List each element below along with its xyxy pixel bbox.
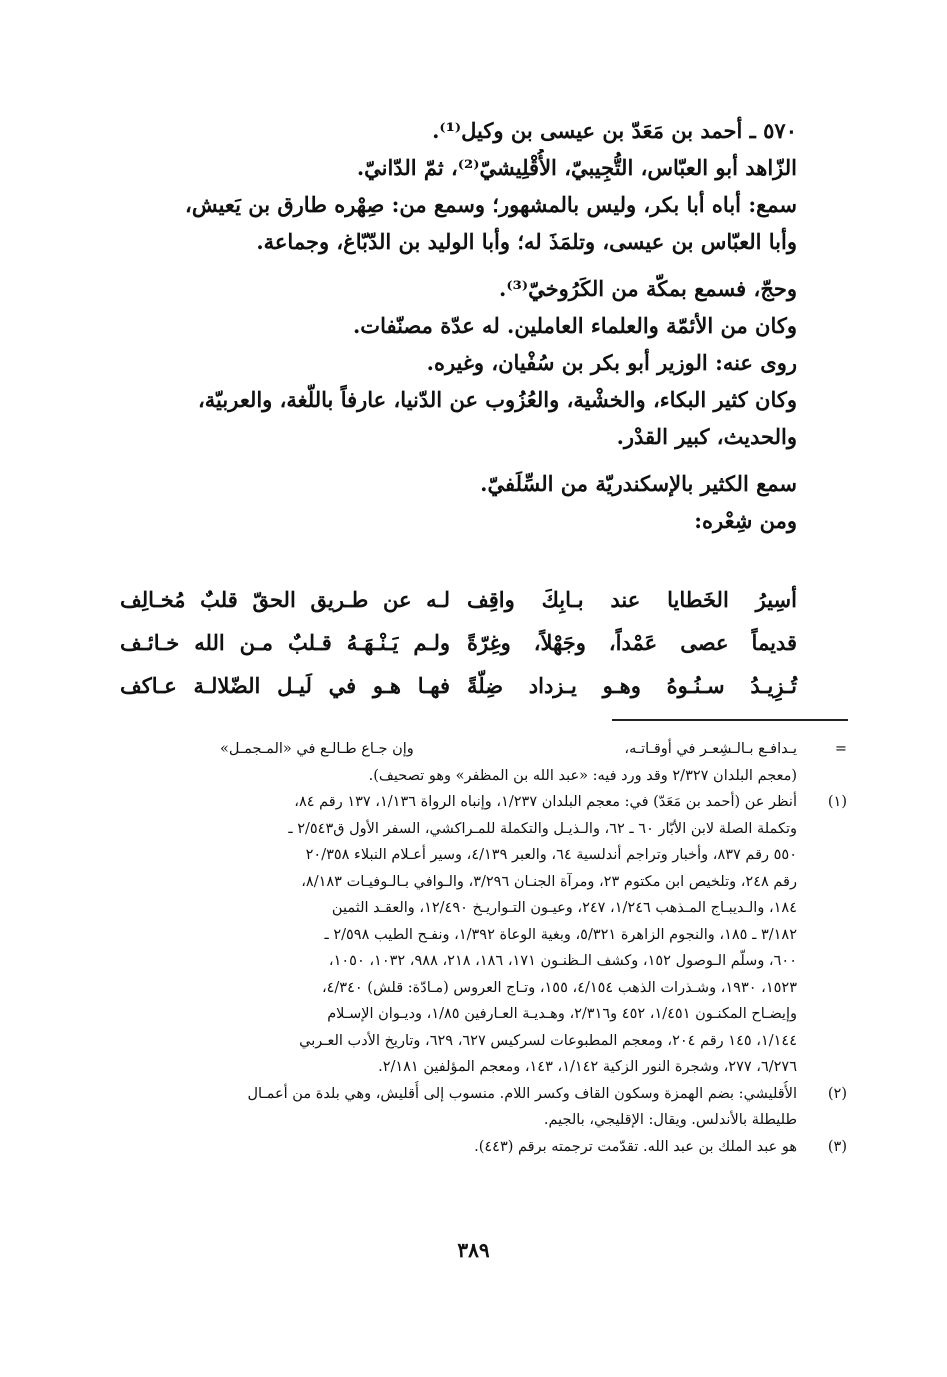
footnote-line: (معجم البلدان ٢/٣٢٧ وقد ورد فيه: «عبد الله بن المظفر» وهو تصحيف). <box>368 767 797 784</box>
verse-first-hemistich: قديماً عصى عَمْداً، وجَهْلاً، وغِرّةً <box>467 630 797 655</box>
text-line: وكان من الأئمّة والعلماء العاملين. له عدّة مصنّفات. <box>352 313 797 338</box>
footnote-line: ١/١٤٤، ١٤٥ رقم ٢٠٤، ومعجم المطبوعات لسركيس ٦٢٧، ٦٢٩، وتاريخ الأدب العـربي <box>299 1032 797 1049</box>
footnote-line: ١٨٤، والـديبـاج المـذهب ١/٢٤٦، ٢٤٧، وعيـون التـواريـخ ١٢/٤٩٠، والعقـد الثمين <box>331 900 797 916</box>
footnote-line: رقم ٢٤٨، وتلخيص ابن مكتوم ٢٣، ومرآة الجنـان ٣/٢٩٦، والـوافي بـالـوفيـات ٨/١٨٣، <box>301 873 797 890</box>
footnote-line: وتكملة الصلة لابن الأبّار ٦٠ ـ ٦٢، والـذيـل والتكملة للمـراكشي، السفر الأول ق٢/٥٤٣ ـ <box>288 820 797 837</box>
footnote-line: أنظر عن (أحمد بن مَعَدّ) في: معجم البلدان ١/٢٣٧، وإنباه الرواة ١/١٣٦، ١٣٧ رقم ٨٤، <box>294 794 797 810</box>
footnote-line: هو عبد الملك بن عبد الله. تقدّمت ترجمته برقم (٤٤٣). <box>474 1138 797 1155</box>
footnote-line: ٥٥٠ رقم ٨٣٧، وأخبار وتراجم أندلسية ٦٤، والعبر ٤/١٣٩، وسير أعـلام النبلاء ٢٠/٣٥٨ <box>305 847 797 863</box>
footnote-line: ٦/٢٧٦، ٢٧٧، وشجرة النور الزكية ١/١٤٢، ١٤٣، ومعجم المؤلفين ٢/١٨١. <box>378 1059 797 1075</box>
text-line: سمع: أباه أبا بكر، وليس بالمشهور؛ وسمع من: صِهْره طارق بن يَعيش، <box>185 192 797 217</box>
text-line: سمع الكثير بالإسكندريّة من السِّلَفيّ. <box>480 471 797 496</box>
text-line: وحجّ، فسمع بمكّة من الكَرُوخيّ⁽³⁾. <box>499 276 797 301</box>
footnote-number: (١) <box>827 794 847 810</box>
verse-second-hemistich: فهـا هـو في لَيـل الضّلالـة عـاكف <box>120 673 450 698</box>
main-text <box>120 112 797 539</box>
text-line: روى عنه: الوزير أبو بكر بن سُفْيان، وغيره. <box>426 350 797 375</box>
entry-heading: ٥٧٠ ـ أحمد بن مَعَدّ بن عيسى بن وكيل⁽¹⁾. <box>432 118 797 143</box>
text-line: ومن شِعْره: <box>694 508 797 533</box>
footnote-divider <box>612 719 848 721</box>
verse-first-hemistich: أسِيرُ الخَطايا عند بـابِكَ واقِف <box>467 587 797 612</box>
page-number: ٣٨٩ <box>457 1238 490 1262</box>
footnote-line: الأُقليشي: بضم الهمزة وسكون القاف وكسر اللام. منسوب إلى أُقليش، وهي بلدة من أعمـال <box>247 1085 797 1102</box>
footnote-line: طليطلة بالأندلس. ويقال: الإقليجي، بالجيم. <box>543 1112 797 1128</box>
verse-second-hemistich: لـه عن طـريق الحقّ قلبٌ مُخـالِف <box>120 587 450 612</box>
footnotes <box>120 736 847 1160</box>
verse-first-hemistich: يـدافـع بـالـشِعـر في أوقـاتـه، <box>624 741 797 757</box>
footnote-line: وإيضـاح المكنـون ١/٤٥١، ٤٥٢ و٢/٣١٦، وهـديـة العـارفين ١/٨٥، وديـوان الإسـلام <box>327 1006 797 1022</box>
footnote-number: (٢) <box>827 1085 847 1102</box>
verse-first-hemistich: تُـزِيـدُ سـنُـوهُ وهـو يـزداد ضِلّةً <box>467 673 797 698</box>
text-line: الزّاهد أبو العبّاس، التُّجِيبيّ، الأُقْلِيشيّ⁽²⁾، ثمّ الدّانيّ. <box>356 155 797 180</box>
poem-verse <box>120 664 797 707</box>
footnote <box>120 1081 847 1134</box>
continuation-verse <box>120 736 797 763</box>
poem-verse <box>120 578 797 621</box>
footnote-line: ١٥٢٣، ١٩٣٠، وشـذرات الذهب ٤/١٥٤، ١٥٥، وتـاج العروس (مـادّة: قلش) ٤/٣٤٠، <box>321 979 797 996</box>
poem <box>120 578 797 707</box>
footnote-line: ٦٠٠، وسلّم الـوصول ١٥٢، وكشف الـظنـون ١٧١، ١٨٦، ٢١٨، ٩٨٨، ١٠٣٢، ١٠٥٠، <box>328 953 797 969</box>
text-line: والحديث، كبير القدْر. <box>616 424 797 449</box>
footnote <box>120 789 847 1081</box>
verse-second-hemistich: ولـم يَـنْـهَـهُ قـلبٌ مـن الله خـائـف <box>120 630 450 655</box>
footnote-number: (٣) <box>827 1138 847 1155</box>
text-line: وكان كثير البكاء، والخشْية، والعُزُوب عن الدّنيا، عارفاً باللّغة، والعربيّة، <box>198 387 797 412</box>
continuation-marker: = <box>834 741 847 757</box>
poem-verse <box>120 621 797 664</box>
footnote-continuation <box>120 736 847 789</box>
text-line: وأبا العبّاس بن عيسى، وتلمَذَ له؛ وأبا الوليد بن الدّبّاغ، وجماعة. <box>256 229 797 254</box>
verse-second-hemistich: وإن جـاع طـالـع في «المـجمـل» <box>220 741 414 757</box>
footnote <box>120 1134 847 1161</box>
footnote-line: ٣/١٨٢ ـ ١٨٥، والنجوم الزاهرة ٥/٣٢١، وبغية الوعاة ١/٣٩٢، ونفـح الطيب ٢/٥٩٨ ـ <box>324 926 797 943</box>
